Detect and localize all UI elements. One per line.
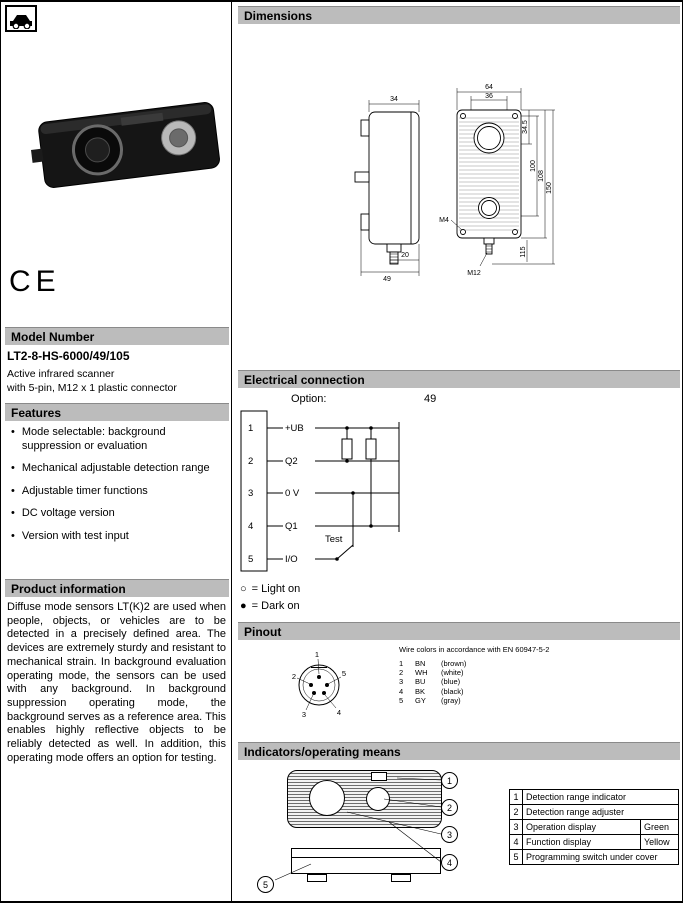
table-row <box>510 820 679 835</box>
pin-number: 2 <box>248 456 254 467</box>
wire-color: (white) <box>441 668 464 678</box>
wire-row <box>399 696 639 705</box>
wire-pin: 5 <box>399 695 404 705</box>
dark-on-icon: ● <box>240 600 247 612</box>
callout-2: 2 <box>441 799 458 816</box>
pinout-header: Pinout <box>238 622 680 640</box>
wire-colors-note: Wire colors in accordance with EN 60947-5-2 <box>399 645 550 654</box>
pin-number: 3 <box>248 488 254 499</box>
electrical-connection-header: Electrical connection <box>238 370 680 388</box>
light-on-icon: ○ <box>240 583 247 595</box>
connector-pin-5: 5 <box>341 669 347 678</box>
wire-row <box>399 668 639 677</box>
dim-100: 100 <box>530 160 537 172</box>
table-cell-num: 2 <box>510 805 523 820</box>
callout-4: 4 <box>441 854 458 871</box>
table-cell-desc: Operation display <box>523 820 641 835</box>
bullet-icon: • <box>11 484 15 497</box>
feature-item <box>11 530 227 544</box>
wire-code: GY <box>415 695 426 705</box>
wire-code: BK <box>415 686 426 696</box>
vehicle-detection-icon <box>5 5 37 32</box>
dim-36: 36 <box>485 93 493 100</box>
feature-text: Mechanical adjustable detection range <box>21 462 210 474</box>
pin-label: Q1 <box>285 521 298 532</box>
wire-color: (black) <box>441 686 464 696</box>
features-list <box>11 426 227 552</box>
table-cell-num: 3 <box>510 820 523 835</box>
dim-150: 150 <box>546 182 553 194</box>
dim-49: 49 <box>383 276 391 283</box>
feature-item <box>11 426 227 453</box>
indicators-table <box>509 789 679 865</box>
table-cell-desc: Detection range indicator <box>523 790 679 805</box>
table-cell-num: 1 <box>510 790 523 805</box>
pin-number: 1 <box>248 423 254 434</box>
column-divider <box>231 2 232 901</box>
legend-light-on <box>240 582 300 596</box>
connector-face-diagram <box>283 647 355 719</box>
pin-label: 0 V <box>285 488 300 499</box>
bullet-icon: • <box>11 462 15 474</box>
connector-pin-4: 4 <box>336 708 342 717</box>
dim-20: 20 <box>401 252 409 259</box>
bullet-icon: • <box>11 426 15 438</box>
table-row <box>510 835 679 850</box>
circuit-diagram <box>237 405 680 577</box>
callout-5: 5 <box>257 876 274 893</box>
pin-label: +UB <box>285 423 304 434</box>
model-description-line2: with 5-pin, M12 x 1 plastic connector <box>7 382 177 394</box>
wire-color: (brown) <box>441 659 467 668</box>
wire-code: WH <box>415 668 428 678</box>
indicators-header: Indicators/operating means <box>238 742 680 760</box>
dim-115: 115 <box>520 246 527 258</box>
table-cell-desc: Detection range adjuster <box>523 805 679 820</box>
dimensions-header: Dimensions <box>238 6 680 24</box>
feature-text: Mode selectable: background suppression or evaluation <box>21 426 166 452</box>
option-label: Option: <box>291 393 327 405</box>
connector-pin-2: 2 <box>291 672 297 681</box>
table-row <box>510 805 679 820</box>
features-header: Features <box>5 403 229 421</box>
dim-64: 64 <box>485 84 493 91</box>
table-cell-num: 5 <box>510 850 523 865</box>
feature-item <box>11 462 227 476</box>
feature-text: DC voltage version <box>21 507 115 519</box>
connector-pin-1: 1 <box>314 650 320 659</box>
product-information-text: Diffuse mode sensors LT(K)2 are used when people, objects, or vehicles are to be detected in a precisely defined area. The devices are extremely sturdy and resistant to mechanical strain. In background evaluation operating mode, the sensors can be used with any background. In background suppression operating mode, the background serves as a reference area. This enables highly reflective objects to be reliably detected as well. In addition, this operating mode offers an option for testing. <box>7 601 226 764</box>
ce-mark: CE <box>9 265 61 298</box>
feature-item <box>11 507 227 521</box>
callout-3: 3 <box>441 826 458 843</box>
model-description-line1: Active infrared scanner <box>7 368 115 380</box>
dim-m12: M12 <box>467 270 481 277</box>
legend-text: = Light on <box>251 583 301 595</box>
car-icon <box>8 9 34 29</box>
model-number-header: Model Number <box>5 327 229 345</box>
callout-1: 1 <box>441 772 458 789</box>
wire-code: BU <box>415 677 426 687</box>
wire-pin: 2 <box>399 668 404 678</box>
dim-34: 34 <box>390 96 398 103</box>
table-cell-desc: Programming switch under cover <box>523 850 679 865</box>
wire-row <box>399 687 639 696</box>
table-cell-num: 4 <box>510 835 523 850</box>
dim-34-5: 34.5 <box>522 120 529 134</box>
wire-color: (gray) <box>441 695 461 705</box>
legend-dark-on <box>240 599 300 613</box>
feature-text: Adjustable timer functions <box>21 484 148 497</box>
bullet-icon: • <box>11 529 15 542</box>
wire-pin: 1 <box>399 659 404 668</box>
legend-text: = Dark on <box>251 600 300 612</box>
wire-row <box>399 659 639 668</box>
wire-pin: 4 <box>399 686 404 696</box>
dim-m4: M4 <box>439 217 449 224</box>
table-row <box>510 790 679 805</box>
feature-text: Version with test input <box>21 529 129 542</box>
pin-number: 4 <box>248 521 254 532</box>
indicators-figure <box>249 764 484 902</box>
bullet-icon: • <box>11 507 15 519</box>
dim-108: 108 <box>538 170 545 182</box>
wire-row <box>399 677 639 686</box>
table-cell-extra: Yellow <box>641 835 679 850</box>
table-cell-desc: Function display <box>523 835 641 850</box>
test-label: Test <box>325 534 343 545</box>
wire-code: BN <box>415 659 426 668</box>
pin-number: 5 <box>248 554 254 565</box>
table-cell-extra: Green <box>641 820 679 835</box>
product-photo <box>29 84 229 204</box>
wire-color: (blue) <box>441 677 461 687</box>
sensor-photo-graphic <box>29 84 229 204</box>
model-number-value: LT2-8-HS-6000/49/105 <box>7 349 130 363</box>
wire-color-table <box>399 645 639 705</box>
table-row <box>510 850 679 865</box>
wire-pin: 3 <box>399 677 404 687</box>
dimensions-drawing <box>237 26 680 364</box>
product-information-header: Product information <box>5 579 229 597</box>
pin-label: I/O <box>285 554 298 565</box>
connector-pin-3: 3 <box>301 710 307 719</box>
feature-item <box>11 485 227 499</box>
pin-label: Q2 <box>285 456 298 467</box>
option-value: 49 <box>424 393 437 405</box>
